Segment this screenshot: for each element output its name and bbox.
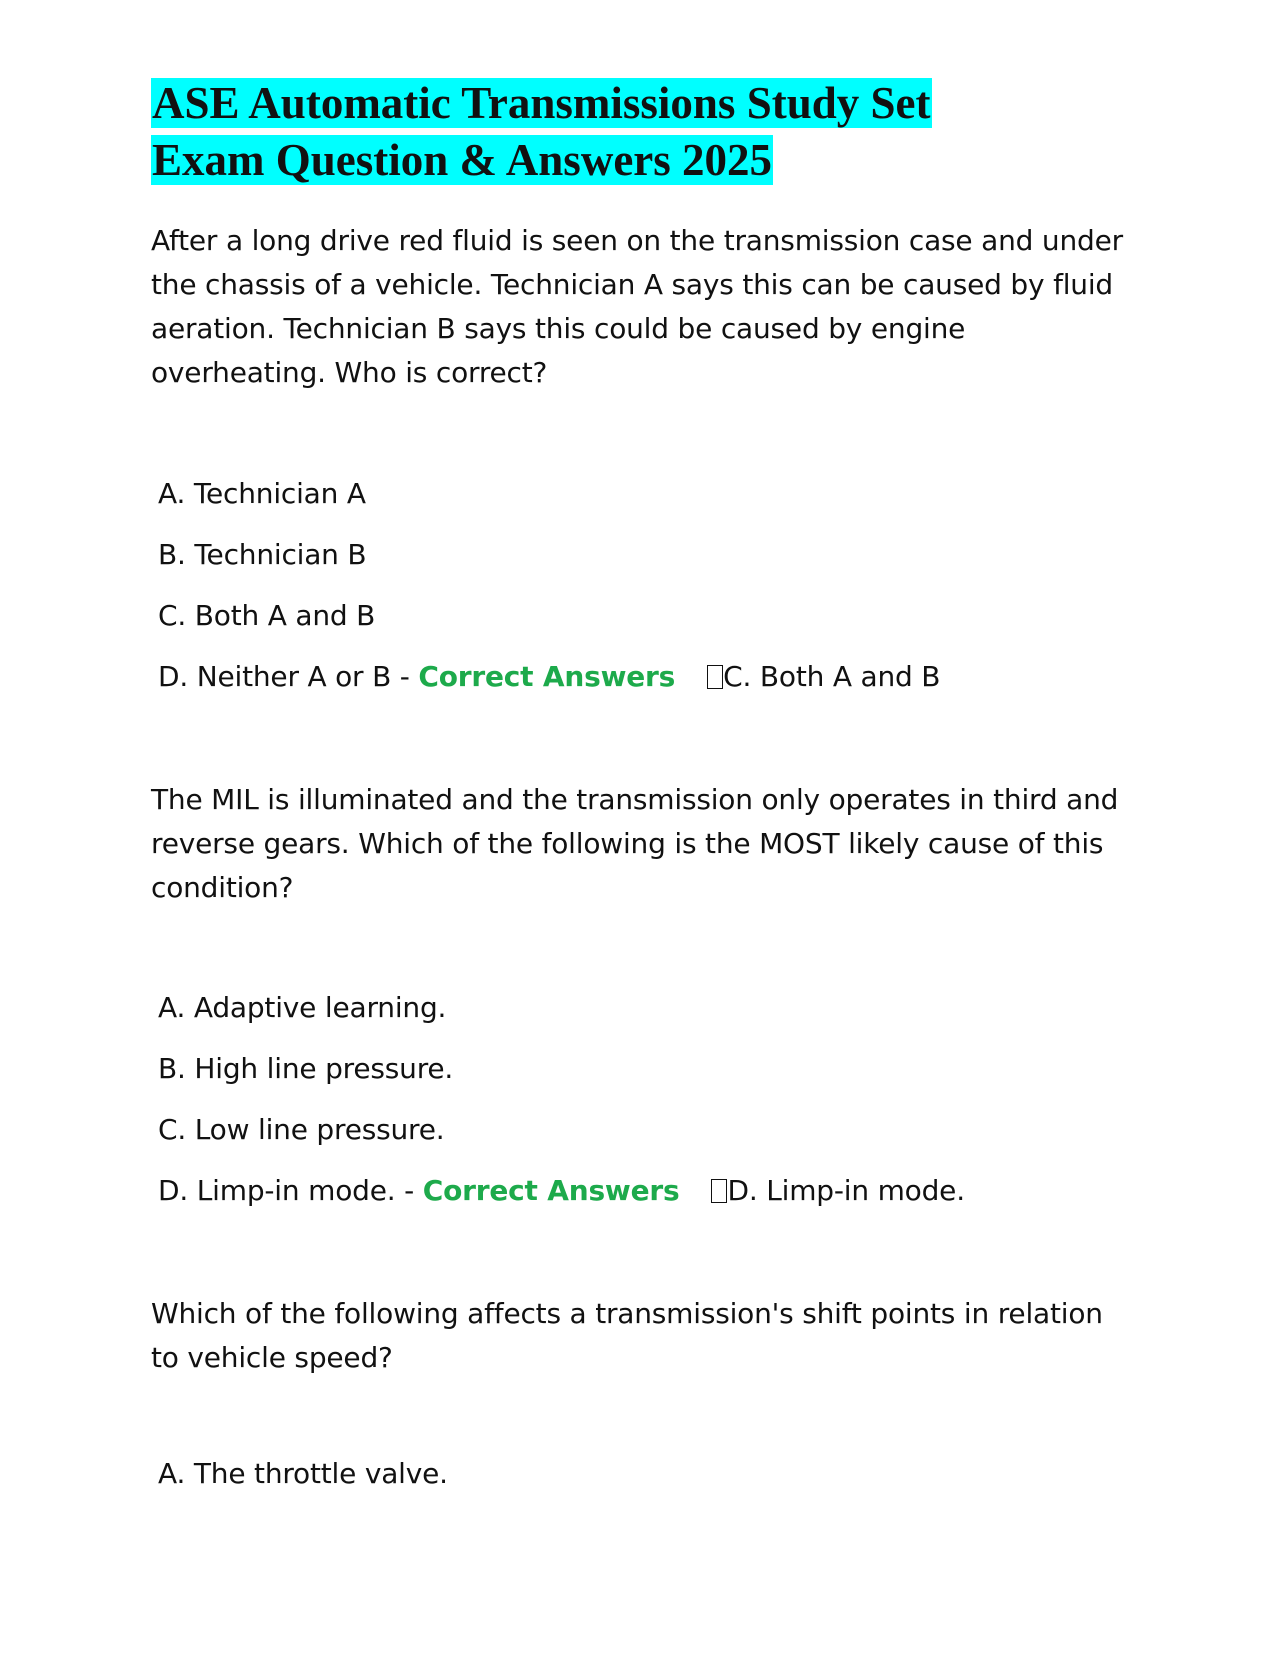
- question-text: Which of the following affects a transmission's shift points in relation to vehicle speed?: [151, 1297, 1103, 1374]
- correct-answers-label: Correct Answers: [418, 660, 676, 693]
- title-line-2: Exam Question & Answers 2025: [152, 135, 773, 185]
- option-b: B. High line pressure.: [158, 1052, 454, 1085]
- option-d: [158, 646, 1131, 707]
- option-c: C. Low line pressure.: [158, 1113, 445, 1146]
- question-2: [151, 778, 1131, 1221]
- option-a: A. Adaptive learning.: [158, 991, 447, 1024]
- option-list: [151, 463, 1131, 707]
- option-d-text: D. Limp-in mode. -: [158, 1174, 415, 1207]
- option-a: A. The throttle valve.: [158, 1457, 448, 1490]
- answer-text: D. Limp-in mode.: [727, 1174, 965, 1207]
- document-title: [151, 75, 1131, 189]
- option-list: [151, 1443, 1131, 1504]
- option-d: [158, 1160, 1131, 1221]
- title-line-1: ASE Automatic Transmissions Study Set: [152, 78, 931, 128]
- question-text: After a long drive red fluid is seen on the transmission case and under the chassis of a vehicle. Technician A says this can be caused by fluid aeration. Technician B says this could be caused by engine overheating. Who is correct?: [151, 224, 1123, 389]
- option-a: A. Technician A: [158, 477, 366, 510]
- question-text: The MIL is illuminated and the transmission only operates in third and reverse gears. Which of the following is the MOST likely cause of this condition?: [151, 783, 1119, 904]
- correct-answers-label: Correct Answers: [422, 1174, 680, 1207]
- checkbox-glyph-icon: [711, 1179, 727, 1203]
- answer-text: C. Both A and B: [723, 660, 941, 693]
- option-list: [151, 977, 1131, 1221]
- question-1: [151, 219, 1131, 707]
- question-3: [151, 1292, 1131, 1504]
- option-c: C. Both A and B: [158, 599, 376, 632]
- option-b: B. Technician B: [158, 538, 367, 571]
- document-page: [151, 75, 1131, 1504]
- checkbox-glyph-icon: [707, 665, 723, 689]
- option-d-text: D. Neither A or B -: [158, 660, 410, 693]
